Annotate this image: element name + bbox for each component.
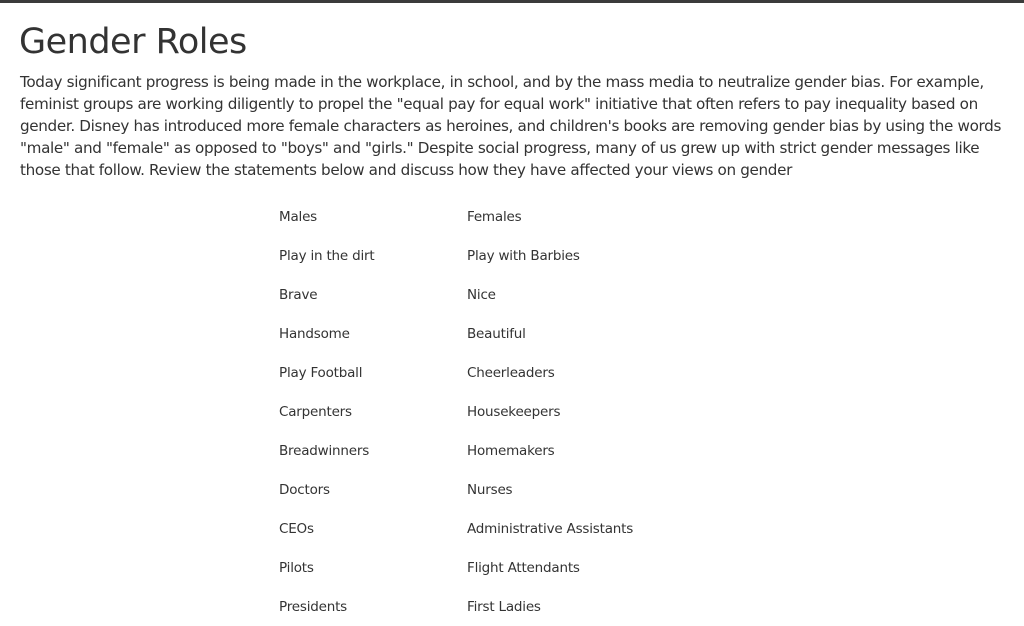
table-header-row xyxy=(279,197,767,236)
female-role-cell: Cheerleaders xyxy=(467,364,555,381)
male-role-cell: Doctors xyxy=(279,481,330,498)
female-role-cell: Nurses xyxy=(467,481,513,498)
table-row xyxy=(279,353,767,392)
male-role-cell: Handsome xyxy=(279,325,350,342)
female-role-cell: Flight Attendants xyxy=(467,559,580,576)
table-row xyxy=(279,470,767,509)
page-title: Gender Roles xyxy=(19,22,247,62)
intro-paragraph: Today significant progress is being made in the workplace, in school, and by the mass media to neutralize gender bias. For example, feminist groups are working diligently to propel the "equal pay for equal work" initiative that often refers to pay inequality based on gender. Disney has introduced more female characters as heroines, and children's books are removing gender bias by using the words "male" and "female" as opposed to "boys" and "girls." Despite social progress, many of us grew up with strict gender messages like those that follow. Review the statements below and discuss how they have affected your views on gender xyxy=(20,73,1002,179)
table-row xyxy=(279,236,767,275)
female-role-cell: First Ladies xyxy=(467,598,541,615)
female-role-cell: Play with Barbies xyxy=(467,247,580,264)
table-row xyxy=(279,431,767,470)
female-role-cell: Homemakers xyxy=(467,442,555,459)
male-role-cell: CEOs xyxy=(279,520,314,537)
table-row xyxy=(279,548,767,587)
male-role-cell: Play Football xyxy=(279,364,363,381)
table-row xyxy=(279,275,767,314)
female-role-cell: Beautiful xyxy=(467,325,526,342)
male-role-cell: Play in the dirt xyxy=(279,247,375,264)
male-role-cell: Breadwinners xyxy=(279,442,370,459)
table-row xyxy=(279,509,767,548)
female-role-cell: Nice xyxy=(467,286,496,303)
top-rule xyxy=(0,0,1024,3)
male-role-cell: Pilots xyxy=(279,559,314,576)
male-role-cell: Presidents xyxy=(279,598,348,615)
female-role-cell: Administrative Assistants xyxy=(467,520,634,537)
gender-roles-table xyxy=(279,197,767,626)
table-row xyxy=(279,392,767,431)
male-role-cell: Brave xyxy=(279,286,318,303)
table-row xyxy=(279,587,767,626)
female-role-cell: Housekeepers xyxy=(467,403,561,420)
column-header-females: Females xyxy=(467,208,522,225)
column-header-males: Males xyxy=(279,208,318,225)
male-role-cell: Carpenters xyxy=(279,403,352,420)
table-row xyxy=(279,314,767,353)
